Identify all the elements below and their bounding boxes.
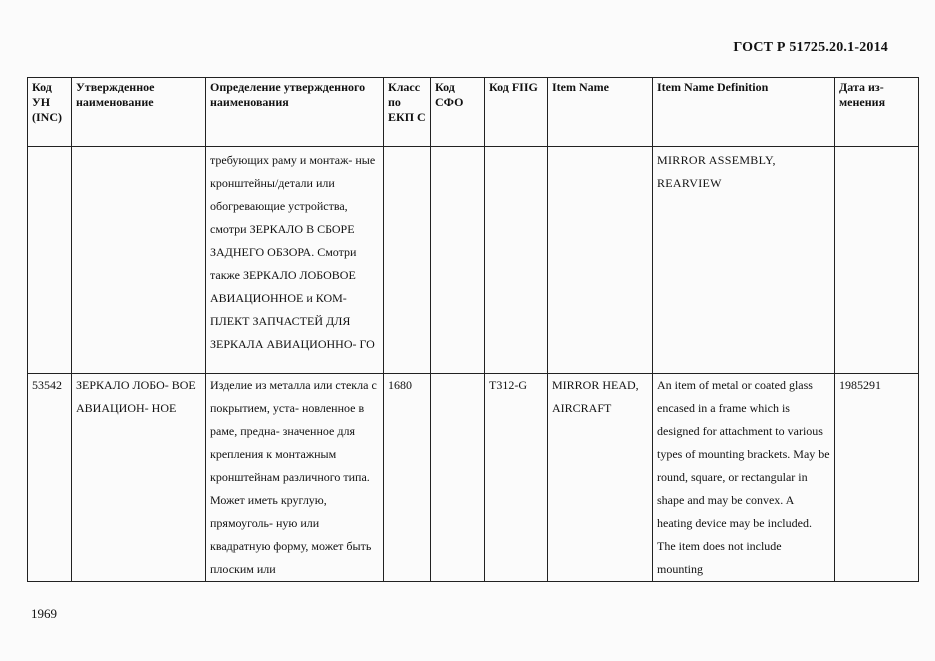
cell-inc: [28, 147, 72, 374]
cell-change-date: 1985291: [835, 374, 919, 582]
cell-definition: требующих раму и монтаж- ные кронштейны/детали или обогревающие устройства, смотри ЗЕРКАЛО В СБОРЕ ЗАДНЕГО ОБЗОРА. Смотри также ЗЕРКАЛО ЛОБОВОЕ АВИАЦИОННОЕ и КОМ- ПЛЕКТ ЗАПЧАСТЕЙ ДЛЯ ЗЕРКАЛА АВИАЦИОННО- ГО: [206, 147, 384, 374]
cell-class: 1680: [384, 374, 431, 582]
nomenclature-table: [27, 77, 919, 582]
table-row: [28, 147, 919, 374]
column-header-inc: Код УН (INC): [28, 78, 72, 147]
cell-sfo: [431, 374, 485, 582]
column-header-class: Класс по ЕКП С: [384, 78, 431, 147]
cell-fiig: [485, 147, 548, 374]
document-code: ГОСТ Р 51725.20.1-2014: [733, 40, 888, 55]
column-header-approved-name: Утвержденное наименование: [72, 78, 206, 147]
column-header-sfo: Код СФО: [431, 78, 485, 147]
cell-fiig: T312-G: [485, 374, 548, 582]
cell-definition: Изделие из металла или стекла с покрытием, уста- новленное в раме, предна- значенное для крепления к монтажным кронштейнам различного типа. Может иметь круглую, прямоуголь- ную или квадратную форму, может быть плоским или: [206, 374, 384, 582]
cell-item-name: MIRROR HEAD, AIRCRAFT: [548, 374, 653, 582]
column-header-item-name-definition: Item Name Definition: [653, 78, 835, 147]
cell-sfo: [431, 147, 485, 374]
cell-item-name: [548, 147, 653, 374]
cell-approved-name: [72, 147, 206, 374]
cell-approved-name: ЗЕРКАЛО ЛОБО- ВОЕ АВИАЦИОН- НОЕ: [72, 374, 206, 582]
cell-item-name-definition: An item of metal or coated glass encased in a frame which is designed for attachment to various types of mounting brackets. May be round, square, or rectangular in shape and may be convex. A heating device may be included. The item does not include mounting: [653, 374, 835, 582]
cell-class: [384, 147, 431, 374]
column-header-definition: Определение утвержденного наименования: [206, 78, 384, 147]
column-header-item-name: Item Name: [548, 78, 653, 147]
table-header-row: [28, 78, 919, 147]
cell-item-name-definition: MIRROR ASSEMBLY, REARVIEW: [653, 147, 835, 374]
column-header-change-date: Дата из- менения: [835, 78, 919, 147]
page-number: 1969: [31, 606, 57, 621]
cell-inc: 53542: [28, 374, 72, 582]
table-row: [28, 374, 919, 582]
column-header-fiig: Код FIIG: [485, 78, 548, 147]
cell-change-date: [835, 147, 919, 374]
